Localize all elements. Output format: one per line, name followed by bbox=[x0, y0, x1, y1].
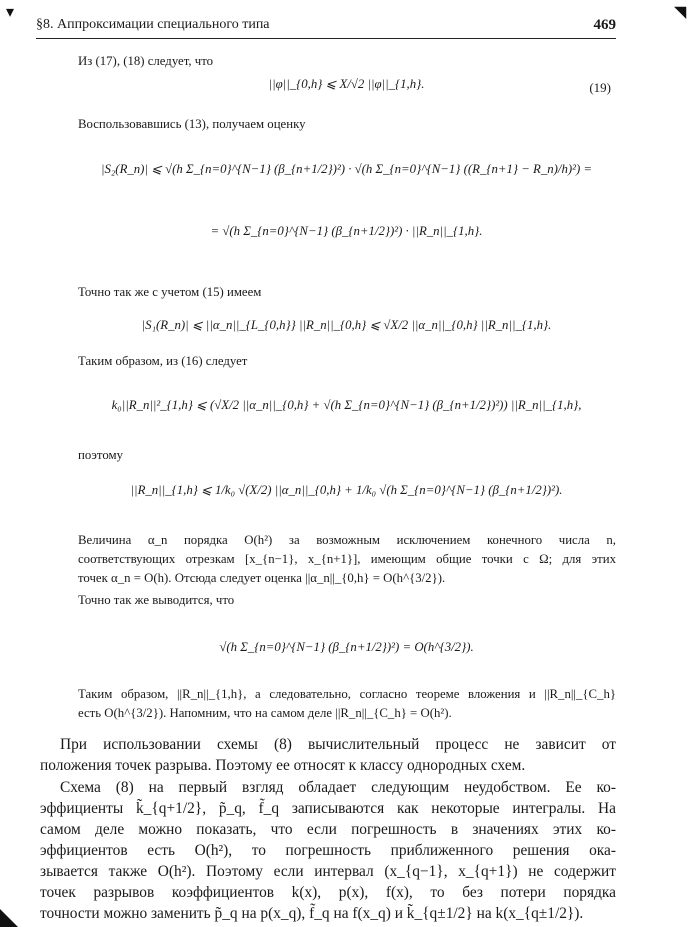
paragraph-line: точек разрывов коэффициентов k(x), p(x), f(x), то без потери порядка bbox=[40, 884, 616, 901]
corner-mark-icon: ◥ bbox=[674, 4, 687, 21]
text-line: Величина α_n порядка O(h²) за возможным исключением конечного числа n, bbox=[78, 533, 616, 547]
page-header bbox=[36, 17, 616, 39]
text-line: Точно так же с учетом (15) имеем bbox=[78, 285, 262, 299]
paragraph-line: Схема (8) на первый взгляд обладает следующим неудобством. Ее ко- bbox=[60, 779, 616, 796]
text-line: Из (17), (18) следует, что bbox=[78, 54, 214, 68]
text-line: Воспользовавшись (13), получаем оценку bbox=[78, 117, 306, 131]
text-line: Точно так же выводится, что bbox=[78, 593, 235, 607]
paragraph-line: зывается также O(h²). Поэтому если интервал (x_{q−1}, x_{q+1}) не содержит bbox=[40, 863, 616, 880]
equation-s1: |S₁(R_n)| ⩽ ||α_n||_{L_{0,h}} ||R_n||_{0,h} ⩽ √X/2 ||α_n||_{0,h} ||R_n||_{1,h}. bbox=[141, 318, 552, 332]
equation-s2-first: |S₂(R_n)| ⩽ √(h Σ_{n=0}^{N−1} (β_{n+1/2})²) · √(h Σ_{n=0}^{N−1} ((R_{n+1} − R_n)/h)²) = bbox=[100, 162, 593, 176]
text-line: соответствующих отрезкам [x_{n−1}, x_{n+1}], имеющим общие точки с Ω; для этих bbox=[78, 552, 616, 566]
paragraph-line: эффициенты k̃_{q+1/2}, p̃_q, f̃_q записываются как некоторые интегралы. На bbox=[40, 800, 616, 817]
paragraph-line: самом деле можно показать, что если погрешность в значениях этих ко- bbox=[40, 821, 616, 838]
corner-triangle-icon bbox=[0, 909, 18, 927]
section-title: §8. Аппроксимации специального типа bbox=[36, 17, 270, 32]
paragraph-line: При использовании схемы (8) вычислительный процесс не зависит от bbox=[60, 736, 616, 753]
equation-label: (19) bbox=[589, 80, 611, 95]
equation-s2-second: = √(h Σ_{n=0}^{N−1} (β_{n+1/2})²) · ||R_n||_{1,h}. bbox=[210, 224, 483, 238]
equation-k0: k₀||R_n||²_{1,h} ⩽ (√X/2 ||α_n||_{0,h} + √(h Σ_{n=0}^{N−1} (β_{n+1/2})²)) ||R_n||_{1,h}, bbox=[111, 398, 582, 412]
text-line: точек α_n = O(h). Отсюда следует оценка ||α_n||_{0,h} = O(h^{3/2}). bbox=[78, 571, 446, 585]
paragraph-line: точности можно заменить p̃_q на p(x_q), f̃_q на f(x_q) и k̃_{q±1/2} на k(x_{q±1/2}). bbox=[40, 905, 584, 922]
page-number: 469 bbox=[593, 17, 616, 33]
equation-beta: √(h Σ_{n=0}^{N−1} (β_{n+1/2})²) = O(h^{3/2}). bbox=[219, 640, 474, 654]
corner-mark-icon: ▾ bbox=[6, 4, 15, 21]
equation-19: ||φ||_{0,h} ⩽ X/√2 ||φ||_{1,h}. bbox=[268, 77, 425, 91]
text-line: Таким образом, из (16) следует bbox=[78, 354, 248, 368]
equation-rn: ||R_n||_{1,h} ⩽ 1/k₀ √(X/2) ||α_n||_{0,h} + 1/k₀ √(h Σ_{n=0}^{N−1} (β_{n+1/2})²). bbox=[130, 483, 563, 497]
paragraph-line: положения точек разрыва. Поэтому ее относят к классу однородных схем. bbox=[40, 757, 526, 774]
text-line: поэтому bbox=[78, 448, 123, 462]
paragraph-line: эффициентов есть O(h²), то погрешность приближенного решения ока- bbox=[40, 842, 616, 859]
text-line: есть O(h^{3/2}). Напомним, что на самом деле ||R_n||_{C_h} = O(h²). bbox=[78, 706, 452, 720]
text-line: Таким образом, ||R_n||_{1,h}, а следовательно, согласно теореме вложения и ||R_n||_{C_h} bbox=[78, 687, 616, 701]
